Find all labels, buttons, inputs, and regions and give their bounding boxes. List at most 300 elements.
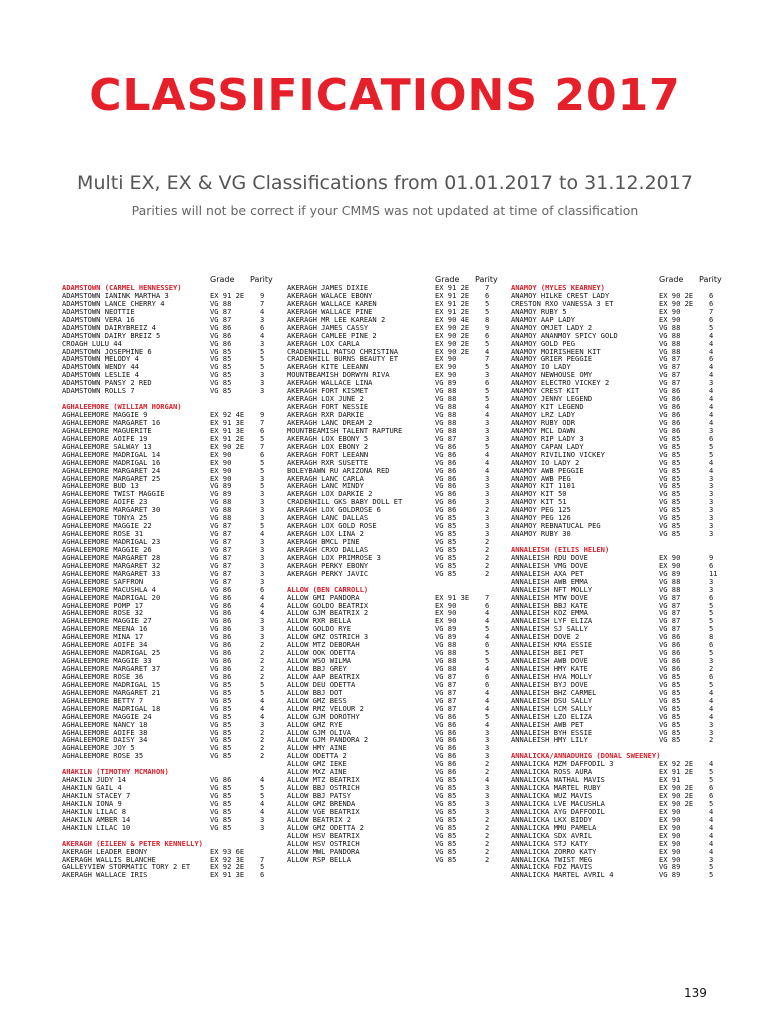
cow-name: ALLOW GMZ RYE: [287, 720, 343, 729]
cow-grade: EX 93 6E: [210, 846, 245, 856]
cow-name: ALLOW BBJ GREY: [287, 665, 347, 673]
classification-row: [287, 609, 507, 617]
cow-name: ANAMOY GOLD PEG: [511, 339, 576, 348]
cow-grade: EX 90: [659, 838, 681, 848]
cow-grade: VG 86: [659, 425, 681, 435]
classification-row: [511, 300, 731, 308]
cow-grade: EX 90 2E: [210, 441, 245, 451]
cow-name: ANNALEISH LYF ELIZA: [511, 617, 593, 626]
classification-row: [62, 578, 282, 586]
cow-parity: 5: [709, 608, 714, 618]
cow-parity: 5: [485, 711, 490, 721]
classification-row: [287, 363, 507, 371]
cow-name: AKERAGH LOX EBONY 2: [287, 442, 369, 451]
classification-row: [62, 340, 282, 348]
cow-name: AKERAGH LANC DREAM 2: [287, 418, 373, 427]
classification-row: [287, 562, 507, 570]
cow-name: ANAMOY AAP LADY: [511, 315, 576, 324]
cow-grade: VG 86: [210, 600, 232, 610]
cow-name: AKERAGH LOX GOLD ROSE: [287, 522, 377, 531]
cow-name: ADAMSTOWN DAIRYBREIZ 4: [62, 323, 156, 332]
cow-name: ANAMOY PEG 126: [511, 514, 571, 523]
cow-grade: VG 85: [435, 529, 457, 539]
cow-parity: 6: [260, 449, 265, 459]
cow-name: AKERAGH LOX PRIMROSE 3: [287, 553, 381, 562]
cow-grade: VG 85: [659, 505, 681, 515]
cow-parity: 5: [709, 616, 714, 626]
cow-grade: EX 91 2E: [210, 290, 245, 300]
classification-row: [287, 744, 507, 752]
cow-grade: VG 86: [435, 743, 457, 753]
classification-row: [511, 292, 731, 300]
classification-row: [62, 467, 282, 475]
grade-header: Grade: [659, 275, 684, 284]
column-header: [62, 276, 282, 284]
cow-name: ANNALEISH AWB PET: [511, 720, 584, 729]
cow-parity: 7: [260, 298, 265, 308]
cow-parity: 4: [260, 775, 265, 785]
cow-parity: 5: [485, 648, 490, 658]
cow-parity: 4: [709, 465, 714, 475]
classification-row: [62, 784, 282, 792]
cow-parity: 7: [260, 417, 265, 427]
classification-row: [511, 482, 731, 490]
classification-row: [62, 736, 282, 744]
cow-parity: 4: [260, 592, 265, 602]
cow-name: AHAKILN AMBER 14: [62, 815, 131, 824]
cow-name: ANNALICKA MARTEL RUBY: [511, 784, 601, 793]
classification-row: [287, 340, 507, 348]
cow-grade: VG 87: [659, 616, 681, 626]
cow-grade: VG 86: [435, 465, 457, 475]
cow-parity: 3: [709, 656, 714, 666]
cow-parity: 4: [709, 703, 714, 713]
cow-name: ANAMOY IO LADY: [511, 363, 571, 372]
cow-grade: EX 90: [435, 608, 457, 618]
cow-grade: VG 86: [659, 402, 681, 412]
cow-name: ANAMOY KIT 51: [511, 498, 567, 507]
cow-name: ANAMOY GRIER PEGGIE: [511, 355, 593, 364]
cow-grade: VG 88: [435, 425, 457, 435]
cow-parity: 4: [260, 798, 265, 808]
page-note: Parities will not be correct if your CMMS was not updated at time of classification: [131, 203, 639, 218]
cow-grade: VG 88: [435, 417, 457, 427]
cow-name: ALLOW MTZ BEATRIX: [287, 776, 360, 785]
classification-row: [62, 332, 282, 340]
classification-row: [287, 355, 507, 363]
cow-grade: VG 88: [435, 648, 457, 658]
cow-parity: 3: [485, 727, 490, 737]
cow-name: AKERAGH WALLACE KAREN: [287, 299, 377, 308]
cow-name: ALLOW GMZ BESS: [287, 696, 347, 705]
cow-parity: 2: [260, 743, 265, 753]
cow-name: AKERAGH LOX GOLDROSE 6: [287, 506, 381, 515]
cow-parity: 5: [485, 656, 490, 666]
cow-grade: VG 85: [210, 743, 232, 753]
classification-row: [287, 665, 507, 673]
cow-parity: 5: [485, 441, 490, 451]
classification-row: [62, 856, 282, 864]
cow-name: AGHALEEMORE TONYA 25: [62, 514, 148, 523]
cow-grade: VG 85: [659, 457, 681, 467]
cow-parity: 6: [485, 330, 490, 340]
classification-row: [62, 792, 282, 800]
cow-parity: 11: [709, 568, 718, 578]
cow-parity: 4: [260, 608, 265, 618]
cow-parity: 3: [485, 743, 490, 753]
cow-name: ANNALICKA LVE MACUSHLA: [511, 799, 605, 808]
cow-grade: VG 85: [659, 489, 681, 499]
classification-row: [62, 300, 282, 308]
cow-parity: 3: [709, 727, 714, 737]
cow-grade: VG 87: [210, 552, 232, 562]
cow-parity: 5: [709, 767, 714, 777]
cow-grade: EX 90: [435, 600, 457, 610]
classification-row: [287, 490, 507, 498]
cow-grade: EX 91 2E: [435, 283, 470, 292]
cow-name: AGHALEEMORE MARGARET 37: [62, 665, 161, 673]
classification-row: [62, 546, 282, 554]
classification-row: [287, 316, 507, 324]
herd-section-title: AKERAGH (EILEEN & PETER KENNELLY): [62, 838, 203, 848]
classification-row: [511, 554, 731, 562]
cow-parity: 3: [260, 537, 265, 546]
cow-grade: VG 86: [210, 624, 232, 634]
cow-parity: 2: [260, 648, 265, 658]
cow-grade: VG 85: [659, 727, 681, 737]
cow-grade: VG 85: [435, 513, 457, 523]
cow-name: AGHALEEMORE AOIFE 19: [62, 434, 148, 443]
cow-parity: 3: [709, 576, 714, 586]
cow-parity: 2: [260, 727, 265, 737]
cow-name: ANNALEISH LCM SALLY: [511, 704, 593, 713]
cow-name: ALLOW HSV BEATRIX: [287, 831, 360, 840]
herd-section-title: ALLOW (BEN CARROLL): [287, 584, 369, 594]
cow-parity: 4: [485, 449, 490, 459]
cow-grade: VG 85: [435, 521, 457, 531]
cow-name: CRADENHILL GKS BABY DOLL ET: [287, 498, 403, 507]
cow-name: AGHALEEMORE MADRIGAL 18: [62, 704, 161, 713]
cow-grade: VG 89: [435, 632, 457, 642]
cow-name: AKERAGH RXR DARKIE: [287, 411, 364, 419]
classification-row: [511, 840, 731, 848]
classification-row: [511, 467, 731, 475]
page-subtitle: Multi EX, EX & VG Classifications from 01.01.2017 to 31.12.2017: [77, 172, 693, 194]
cow-parity: 2: [709, 735, 714, 745]
cow-parity: 4: [260, 711, 265, 721]
classification-row: [62, 602, 282, 610]
classification-row: [62, 522, 282, 530]
cow-parity: 5: [260, 433, 265, 443]
cow-grade: EX 90 2E: [659, 798, 694, 808]
cow-name: AKERAGH CRXO DALLAS: [287, 545, 369, 554]
cow-name: ANAMOY IO LADY 2: [511, 458, 580, 467]
cow-parity: 6: [709, 298, 714, 308]
classification-row: [62, 871, 282, 879]
classification-row: [511, 427, 731, 435]
cow-name: ANNALEISH AWB EMMA: [511, 577, 588, 586]
classification-row: [62, 681, 282, 689]
cow-grade: VG 87: [435, 679, 457, 689]
cow-grade: VG 85: [659, 449, 681, 459]
herd-section-title: ADAMSTOWN (CARMEL HENNESSEY): [62, 283, 182, 292]
cow-parity: 2: [260, 664, 265, 673]
cow-parity: 3: [709, 854, 714, 864]
classification-row: [62, 324, 282, 332]
cow-name: CRADENHILL MATSO CHRISTINA: [287, 347, 399, 356]
cow-grade: VG 86: [435, 767, 457, 777]
classification-row: [511, 633, 731, 641]
parity-header: Parity: [475, 275, 498, 284]
cow-parity: 6: [485, 640, 490, 650]
cow-parity: 4: [709, 830, 714, 840]
cow-name: ANNALEISH NFT MOLLY: [511, 585, 593, 594]
classification-row: [62, 744, 282, 752]
cow-name: ANNALEISH HMY LILY: [511, 736, 588, 745]
cow-name: ALLOW GJM DOROTHY: [287, 712, 360, 721]
classification-row: [62, 617, 282, 625]
classification-row: [511, 594, 731, 602]
cow-name: AGHALEEMORE AOIFE 34: [62, 641, 148, 650]
cow-parity: 9: [485, 322, 490, 332]
cow-name: ALLOW ODETTA 2: [287, 752, 347, 761]
cow-grade: VG 85: [435, 552, 457, 562]
cow-name: AGHALEEMORE MADRIGAL 14: [62, 450, 161, 459]
classification-row: [511, 459, 731, 467]
classification-row: [287, 752, 507, 760]
cow-grade: VG 85: [435, 568, 457, 578]
classification-row: [287, 784, 507, 792]
cow-parity: 5: [260, 521, 265, 531]
classification-row: [511, 729, 731, 737]
cow-grade: VG 86: [210, 584, 232, 594]
classification-row: [287, 395, 507, 403]
cow-name: ANNALICKA TWIST MEG: [511, 855, 593, 864]
cow-name: ANAMOY ANANMOY SPICY GOLD: [511, 331, 618, 340]
cow-parity: 6: [709, 671, 714, 681]
classification-row: [62, 348, 282, 356]
cow-parity: 2: [485, 846, 490, 856]
cow-name: ALLOW BEATRIX 2: [287, 815, 352, 824]
cow-grade: EX 90: [659, 854, 681, 864]
cow-name: ANNALEISH BEI PET: [511, 649, 584, 658]
cow-grade: VG 85: [659, 529, 681, 539]
cow-parity: 3: [485, 751, 490, 761]
cow-parity: 5: [485, 338, 490, 348]
cow-parity: 4: [260, 529, 265, 539]
classification-row: [511, 863, 731, 871]
cow-name: MOUNTBEAMISH DORWYN RIVA: [287, 371, 390, 380]
cow-grade: VG 85: [659, 481, 681, 491]
classification-row: [287, 482, 507, 490]
classification-row: [287, 570, 507, 578]
classification-row: [511, 411, 731, 419]
cow-parity: 3: [260, 386, 265, 396]
cow-name: AGHALEEMORE MEENA 16: [62, 625, 148, 634]
classification-row: [62, 371, 282, 379]
cow-name: AGHALEEMORE TWIST MAGGIE: [62, 490, 165, 499]
cow-name: AKERAGH LOX CARLA: [287, 339, 360, 348]
classification-row: [62, 848, 282, 856]
cow-parity: 4: [709, 362, 714, 372]
cow-grade: EX 90: [435, 616, 457, 626]
cow-grade: VG 86: [210, 616, 232, 626]
cow-grade: EX 90: [210, 473, 232, 483]
classification-row: [62, 419, 282, 427]
cow-parity: 4: [260, 703, 265, 713]
classification-row: [287, 387, 507, 395]
cow-name: AKERAGH JAMES CASSY: [287, 323, 369, 332]
cow-name: ANNALICKA WATHAL MAVIS: [511, 776, 605, 785]
herd-section-title: AHAKILN (TIMOTHY MCMAHON): [62, 767, 169, 777]
grade-header: Grade: [210, 275, 235, 284]
cow-grade: VG 85: [435, 830, 457, 840]
classification-row: [287, 673, 507, 681]
classification-row: [62, 657, 282, 665]
classification-row: [287, 522, 507, 530]
cow-grade: VG 86: [210, 664, 232, 673]
cow-grade: VG 87: [210, 537, 232, 546]
cow-parity: 4: [260, 330, 265, 340]
cow-grade: VG 85: [659, 473, 681, 483]
cow-grade: VG 87: [659, 592, 681, 602]
cow-grade: VG 86: [435, 711, 457, 721]
parity-header: Parity: [699, 275, 722, 284]
cow-parity: 5: [260, 679, 265, 689]
cow-parity: 6: [260, 322, 265, 332]
cow-name: ALLOW GJM PANDORA 2: [287, 736, 369, 745]
cow-name: ANNALICKA FDZ MAVIS: [511, 863, 593, 872]
cow-grade: VG 86: [210, 338, 232, 348]
cow-grade: VG 86: [659, 640, 681, 650]
cow-grade: VG 85: [659, 719, 681, 729]
classification-row: [511, 602, 731, 610]
cow-name: AKERAGH KITE LEEANN: [287, 363, 369, 372]
classification-row: [62, 292, 282, 300]
classification-row: [511, 784, 731, 792]
cow-parity: 6: [485, 671, 490, 681]
cow-parity: 2: [485, 537, 490, 546]
cow-parity: 2: [709, 664, 714, 673]
cow-name: ANNALICKA ZORRO KATY: [511, 847, 597, 856]
cow-grade: VG 87: [659, 624, 681, 634]
classification-row: [511, 673, 731, 681]
cow-name: ANNALEISH BYJ DOVE: [511, 680, 588, 689]
cow-grade: VG 85: [210, 711, 232, 721]
cow-parity: 2: [260, 640, 265, 650]
cow-grade: VG 85: [210, 386, 232, 396]
cow-grade: VG 86: [435, 473, 457, 483]
cow-name: ALLOW GMI PANDORA: [287, 593, 360, 602]
classification-row: [62, 633, 282, 641]
column-1: [62, 276, 282, 879]
cow-name: ANAMOY KIT LEGEND: [511, 403, 584, 412]
cow-name: AKERAGH RXR SUSETTE: [287, 458, 369, 467]
cow-name: GALLEYVIEW STORMATIC TORY 2 ET: [62, 863, 191, 872]
cow-name: AGHALEEMORE MARGARET 21: [62, 688, 161, 697]
cow-parity: 5: [260, 783, 265, 793]
cow-name: ANAMOY KIT 50: [511, 490, 567, 499]
classification-row: [511, 506, 731, 514]
cow-grade: VG 86: [210, 322, 232, 332]
cow-grade: VG 86: [659, 656, 681, 666]
cow-grade: VG 85: [659, 687, 681, 697]
classification-row: [287, 308, 507, 316]
classification-row: [287, 776, 507, 784]
cow-name: AKERAGH BMCL PINE: [287, 538, 360, 546]
classification-row: [511, 736, 731, 744]
cow-grade: VG 85: [435, 537, 457, 546]
cow-grade: VG 85: [435, 775, 457, 785]
cow-name: AKERAGH LANC MINDY: [287, 482, 364, 491]
cow-name: ADAMSTOWN MELODY 4: [62, 355, 139, 364]
classification-row: [287, 681, 507, 689]
cow-grade: VG 85: [659, 703, 681, 713]
cow-parity: 4: [709, 338, 714, 348]
cow-parity: 3: [709, 378, 714, 388]
cow-parity: 3: [260, 338, 265, 348]
cow-parity: 5: [709, 870, 714, 880]
cow-grade: VG 88: [659, 584, 681, 594]
cow-grade: EX 90: [659, 314, 681, 324]
cow-name: ANAMOY RUBY 5: [511, 307, 567, 316]
cow-parity: 3: [485, 489, 490, 499]
cow-grade: EX 90 2E: [435, 330, 470, 340]
page-title: CLASSIFICATIONS 2017: [89, 70, 681, 121]
classification-row: [511, 379, 731, 387]
classification-row: [287, 514, 507, 522]
cow-name: ALLOW WSO WILMA: [287, 657, 352, 666]
cow-parity: 5: [709, 624, 714, 634]
cow-name: ANAMOY OMJET LADY 2: [511, 323, 593, 332]
cow-grade: VG 88: [435, 640, 457, 650]
cow-name: AKERAGH WALLACE IRIS: [62, 871, 148, 880]
cow-name: ANNALICKA SDX AVRIL: [511, 831, 593, 840]
cow-name: ALLOW RMZ VELOUR 2: [287, 704, 364, 713]
classification-row: [511, 316, 731, 324]
classification-row: [287, 324, 507, 332]
classification-row: [511, 403, 731, 411]
cow-grade: VG 86: [435, 735, 457, 745]
classification-row: [62, 490, 282, 498]
cow-name: CROAGH LULU 44: [62, 339, 122, 348]
cow-parity: 5: [709, 798, 714, 808]
cow-parity: 3: [485, 735, 490, 745]
cow-name: ANAMOY AWB PEG: [511, 474, 571, 483]
classification-row: [287, 625, 507, 633]
cow-grade: EX 90: [659, 306, 681, 316]
classification-row: [287, 848, 507, 856]
cow-name: ANAMOY NEWHOUSE OMY: [511, 371, 593, 380]
classification-row: [287, 379, 507, 387]
herd-section-title: AGHALEEMORE (WILLIAM HORGAN): [62, 402, 182, 412]
cow-parity: 2: [485, 830, 490, 840]
classification-row: [511, 697, 731, 705]
cow-grade: VG 87: [435, 433, 457, 443]
classification-row: [62, 689, 282, 697]
cow-grade: EX 91 2E: [659, 767, 694, 777]
classification-row: [511, 451, 731, 459]
classification-row: [62, 506, 282, 514]
cow-grade: VG 88: [435, 386, 457, 396]
classification-row: [287, 824, 507, 832]
cow-name: ANNALEISH AXA PET: [511, 569, 584, 578]
classification-row: [62, 863, 282, 871]
classification-row: [287, 832, 507, 840]
cow-grade: VG 87: [659, 370, 681, 380]
cow-parity: 5: [709, 322, 714, 332]
cow-name: AGHALEEMORE ROSE 36: [62, 672, 144, 681]
